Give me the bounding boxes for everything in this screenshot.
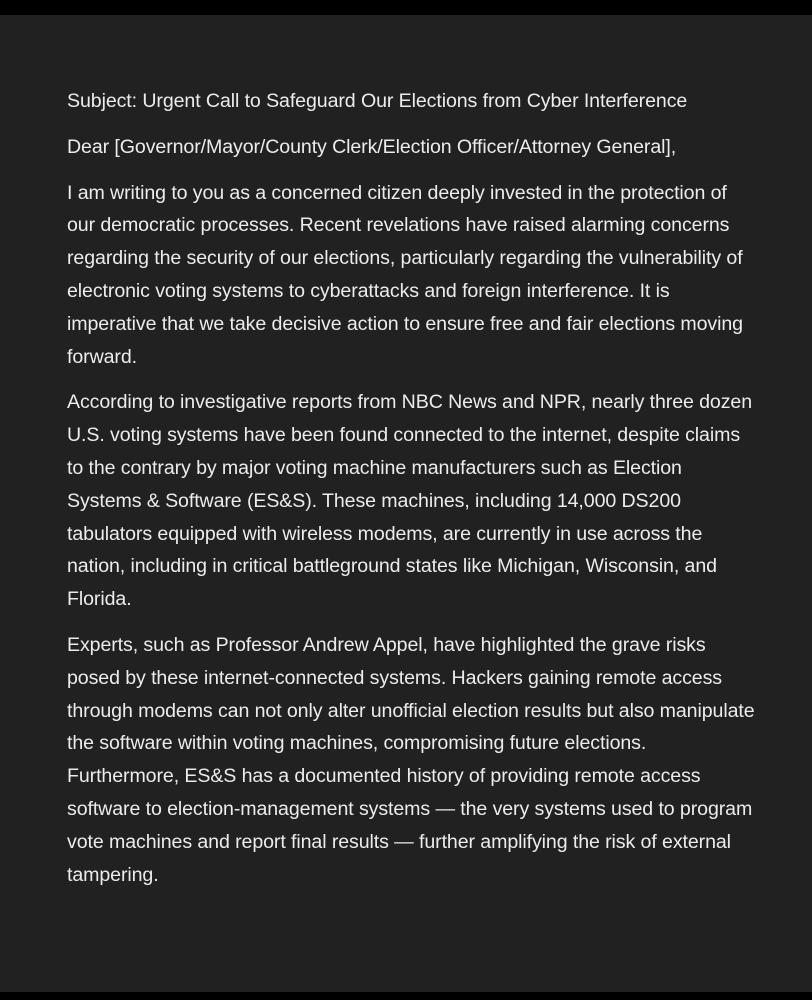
- letter-body: [67, 85, 757, 904]
- letter-salutation: Dear [Governor/Mayor/County Clerk/Election Officer/Attorney General],: [67, 135, 677, 158]
- letter-subject: Subject: Urgent Call to Safeguard Our Elections from Cyber Interference: [67, 90, 688, 112]
- letter-paragraph-3: Experts, such as Professor Andrew Appel, have highlighted the grave risks posed by these internet-connected systems. Hackers gaining remote access through modems can not only alter unofficial election results but also manipulate the software within voting machines, compromising future elections. Furthermore, ES&S has a documented history of providing remote access software to election-management systems — the very systems used to program vote machines and report final results — further amplifying the risk of external tampering.: [67, 633, 755, 886]
- message-panel: [0, 15, 812, 992]
- letter-paragraph-2: According to investigative reports from NBC News and NPR, nearly three dozen U.S. voting systems have been found connected to the internet, despite claims to the contrary by major voting machine manufacturers such as Election Systems & Software (ES&S). These machines, including 14,000 DS200 tabulators equipped with wireless modems, are currently in use across the nation, including in critical battleground states like Michigan, Wisconsin, and Florida.: [67, 391, 753, 611]
- letter-paragraph-1: I am writing to you as a concerned citizen deeply invested in the protection of our democratic processes. Recent revelations have raised alarming concerns regarding the security of our elections, particularly regarding the vulnerability of electronic voting systems to cyberattacks and foreign interference. It is imperative that we take decisive action to ensure free and fair elections moving forward.: [67, 181, 743, 368]
